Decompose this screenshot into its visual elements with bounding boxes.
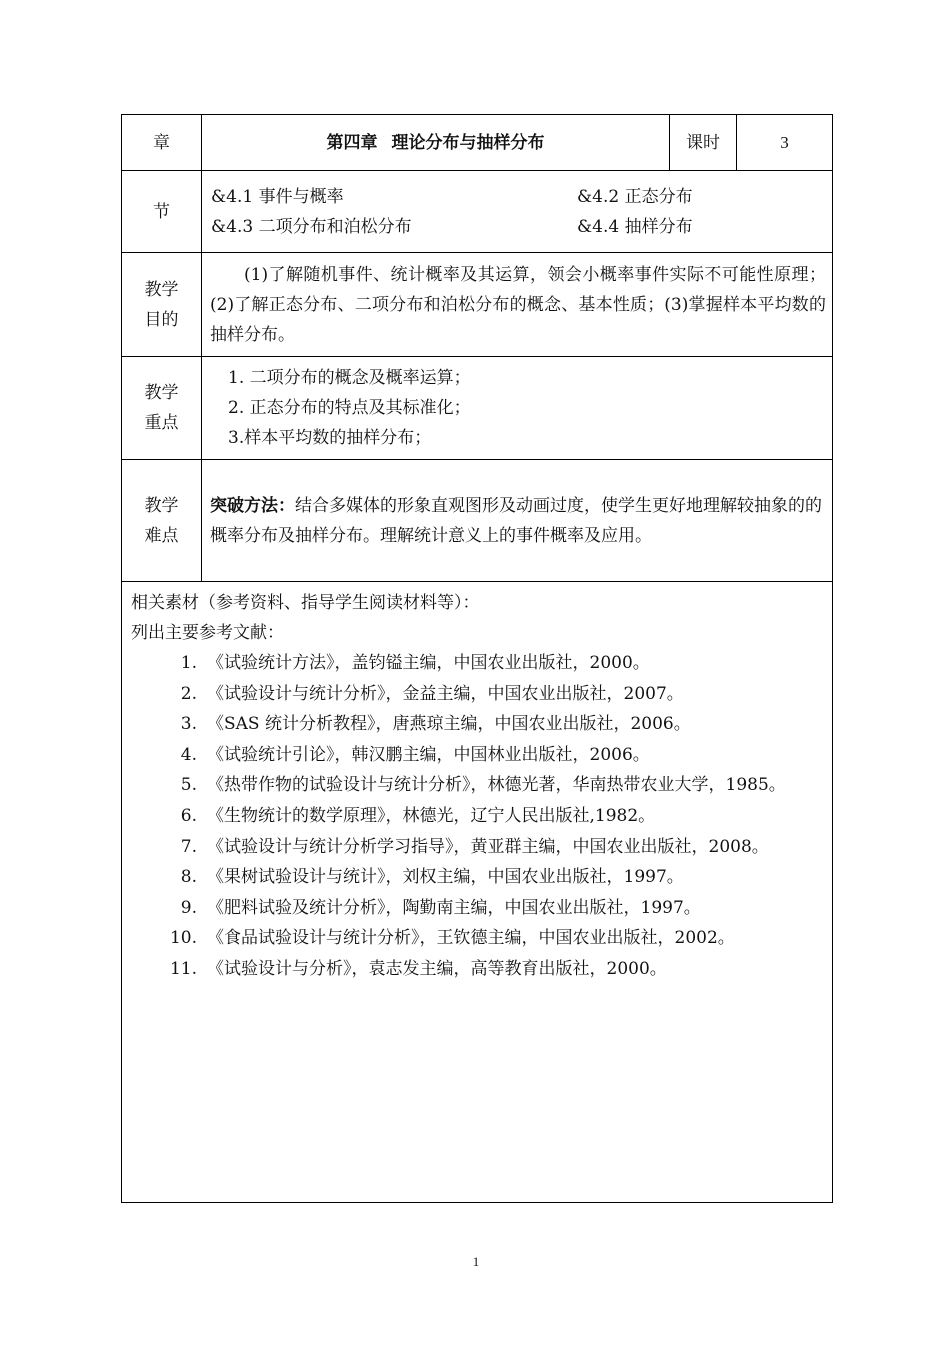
reference-number: 8.	[180, 867, 197, 888]
key-points-label-line: 教学	[144, 383, 179, 403]
section-item: &4.2 正态分布	[577, 186, 693, 207]
key-point-item: 3.样本平均数的抽样分布；	[228, 428, 432, 448]
key-points-cell	[202, 357, 833, 460]
reference-text: 《生物统计的数学原理》，林德光，辽宁人民出版社,1982。	[207, 805, 656, 826]
reference-item	[131, 832, 822, 863]
reference-text: 《热带作物的试验设计与统计分析》，林德光著，华南热带农业大学，1985。	[207, 775, 786, 796]
reference-item	[131, 801, 822, 832]
goals-text: (1)了解随机事件、统计概率及其运算，领会小概率事件实际不可能性原理；(2)了解正态分布、二项分布和泊松分布的概念、基本性质；(3)掌握样本平均数的抽样分布。	[210, 264, 826, 345]
chapter-row	[122, 115, 833, 171]
reference-number: 1.	[180, 653, 197, 673]
reference-number: 3.	[180, 714, 197, 735]
goals-label	[122, 253, 202, 357]
reference-item	[131, 862, 822, 893]
reference-number: 2.	[180, 683, 197, 704]
reference-text: 《试验统计引论》，韩汉鹏主编，中国林业出版社，2006。	[207, 744, 650, 765]
reference-item	[131, 923, 822, 954]
lesson-plan-table	[121, 114, 833, 1203]
sections-cell	[202, 171, 833, 253]
goals-label-line: 教学	[144, 279, 179, 300]
reference-text: 《果树试验设计与统计》，刘权主编，中国农业出版社，1997。	[207, 867, 684, 888]
key-points-row	[122, 357, 833, 460]
reference-item	[131, 954, 822, 985]
method-label: 突破方法：	[210, 495, 295, 516]
sections-label: 节	[122, 171, 202, 253]
resources-row	[122, 582, 833, 1203]
chapter-number: 第四章	[326, 132, 378, 153]
reference-text: 《试验设计与分析》，袁志发主编，高等教育出版社，2000。	[207, 958, 667, 979]
chapter-label: 章	[122, 115, 202, 171]
reference-number: 10.	[169, 928, 197, 949]
reference-item	[131, 770, 822, 801]
goals-label-line: 目的	[144, 309, 179, 330]
chapter-title	[202, 115, 670, 171]
resources-cell	[122, 582, 833, 1203]
reference-text: 《食品试验设计与统计分析》，王钦德主编，中国农业出版社，2002。	[207, 928, 735, 949]
difficulties-label-line: 难点	[144, 525, 179, 546]
reference-number: 9.	[180, 897, 197, 918]
reference-item	[131, 740, 822, 771]
reference-item	[131, 893, 822, 924]
reference-number: 11.	[169, 958, 197, 979]
goals-text-cell	[202, 253, 833, 357]
reference-text: 《试验统计方法》，盖钧镒主编，中国农业出版社，2000。	[207, 653, 650, 673]
difficulties-text: 结合多媒体的形象直观图形及动画过度，使学生更好地理解较抽象的的概率分布及抽样分布。理解统计意义上的事件概率及应用。	[210, 495, 822, 546]
difficulties-cell	[202, 460, 833, 582]
key-point-item: 1. 二项分布的概念及概率运算；	[228, 368, 471, 388]
reference-number: 7.	[180, 836, 197, 857]
reference-item	[131, 648, 822, 679]
resources-subheading: 列出主要参考文献：	[131, 623, 284, 643]
key-points-label	[122, 357, 202, 460]
sections-row	[122, 171, 833, 253]
section-item: &4.1 事件与概率	[211, 186, 344, 207]
difficulties-label-line: 教学	[144, 495, 179, 516]
reference-number: 5.	[180, 775, 197, 796]
reference-text: 《试验设计与统计分析》，金益主编，中国农业出版社，2007。	[207, 683, 684, 704]
section-item: &4.3 二项分布和泊松分布	[211, 216, 412, 237]
reference-number: 4.	[180, 744, 197, 765]
reference-text: 《SAS 统计分析教程》，唐燕琼主编，中国农业出版社，2006。	[207, 714, 691, 735]
reference-list	[131, 648, 822, 985]
hours-label: 课时	[670, 115, 737, 171]
goals-row	[122, 253, 833, 357]
hours-value: 3	[737, 115, 833, 171]
chapter-name: 理论分布与抽样分布	[391, 132, 545, 153]
reference-number: 6.	[180, 805, 197, 826]
reference-text: 《试验设计与统计分析学习指导》，黄亚群主编，中国农业出版社，2008。	[207, 836, 769, 857]
reference-item	[131, 679, 822, 710]
reference-item	[131, 709, 822, 740]
section-item: &4.4 抽样分布	[577, 216, 693, 237]
difficulties-label	[122, 460, 202, 582]
reference-text: 《肥料试验及统计分析》，陶勤南主编，中国农业出版社，1997。	[207, 897, 701, 918]
page-number: 1	[472, 1254, 480, 1269]
resources-heading: 相关素材（参考资料、指导学生阅读材料等）：	[131, 593, 480, 613]
key-points-label-line: 重点	[144, 413, 179, 433]
difficulties-row	[122, 460, 833, 582]
key-point-item: 2. 正态分布的特点及其标准化；	[228, 398, 471, 418]
